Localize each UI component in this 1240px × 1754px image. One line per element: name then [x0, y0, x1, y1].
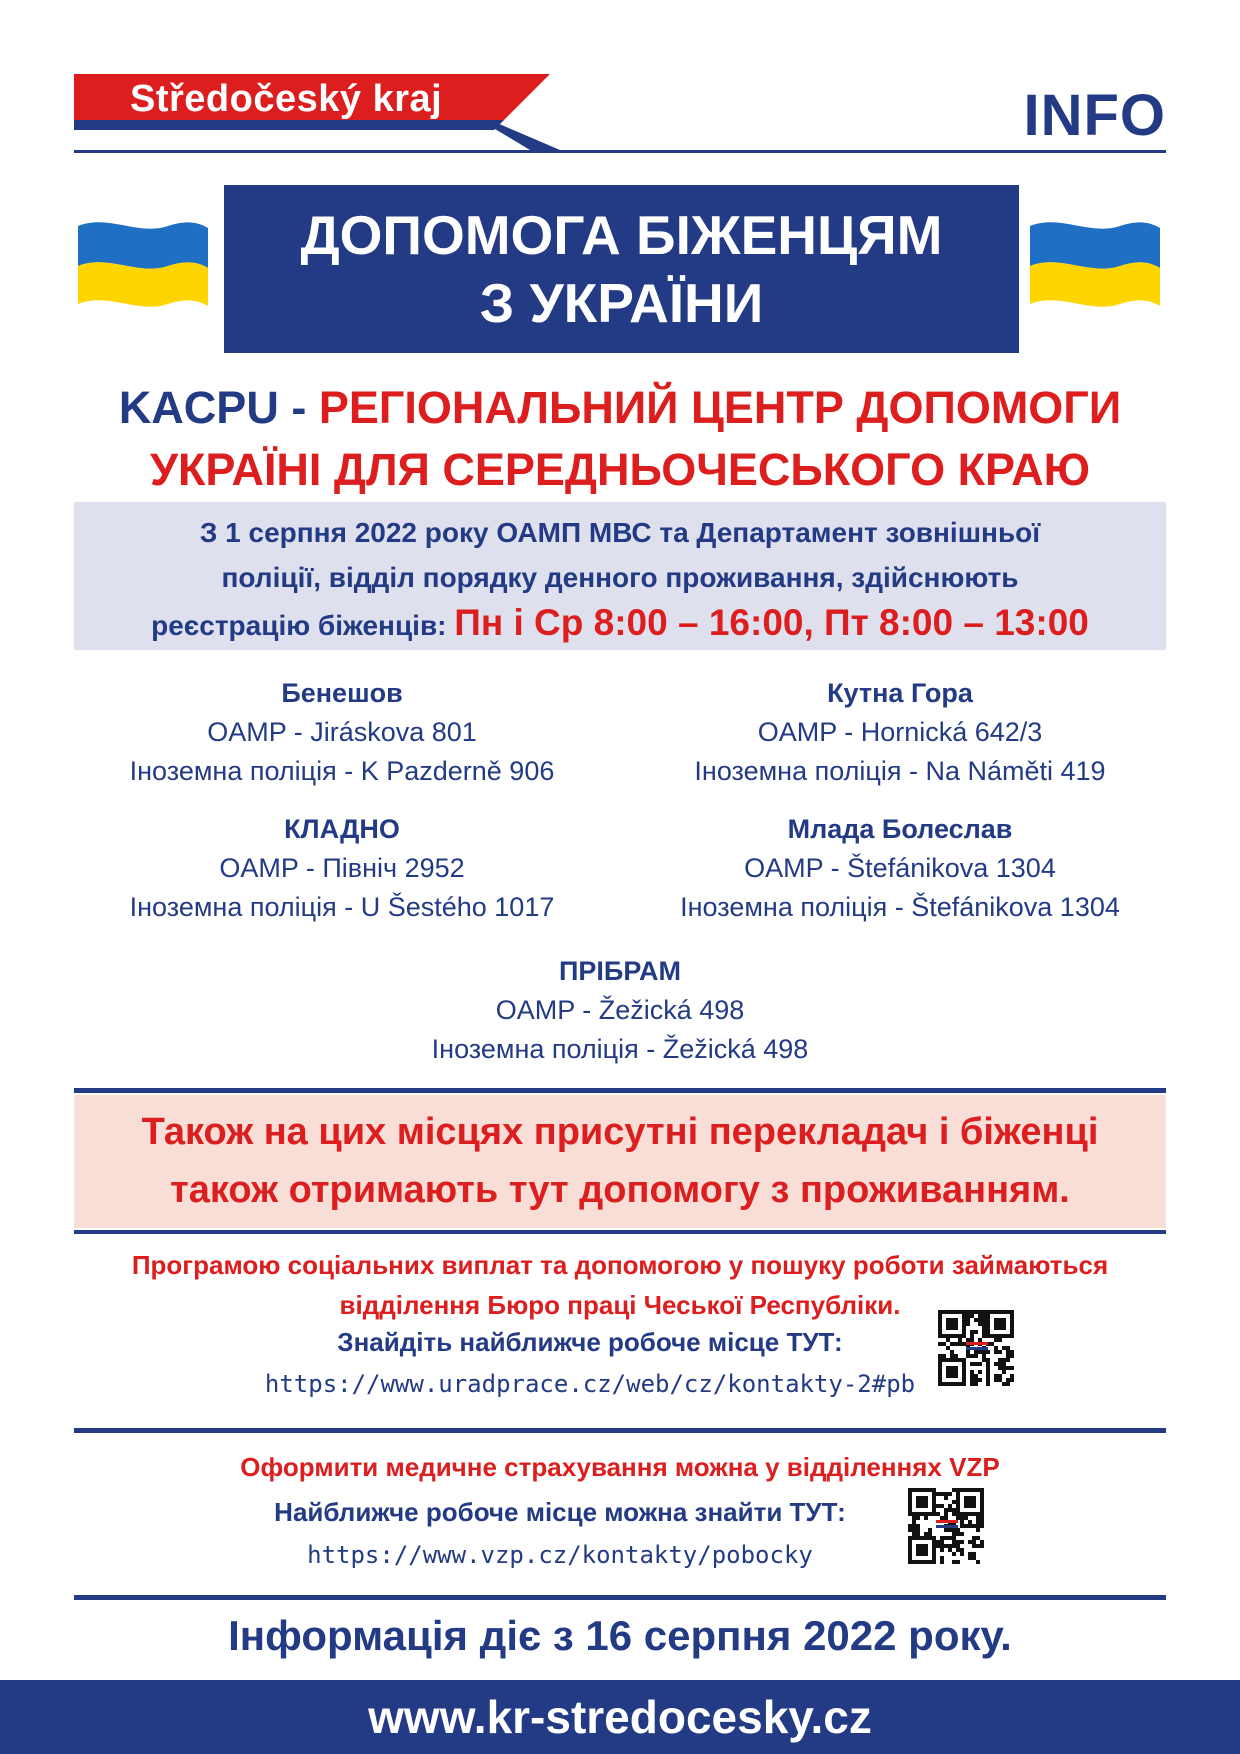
office-city: Кутна Гора [827, 678, 973, 708]
brand-banner-tail [420, 74, 560, 154]
labour-url-link[interactable]: https://www.uradprace.cz/web/cz/kontakty-2#pb [264, 1370, 916, 1398]
office-oamp-address: OAMP - Jiráskova 801 [207, 717, 477, 747]
office-city: Бенешов [281, 678, 403, 708]
header-rule [74, 150, 1166, 153]
translator-box [74, 1095, 1166, 1228]
office-city: КЛАДНО [284, 814, 400, 844]
hours-line-3-prefix: реєстрацію біженців: [151, 610, 447, 641]
labour-qr-code[interactable] [938, 1310, 1014, 1386]
title-line-1: ДОПОМОГА БІЖЕНЦЯМ [300, 204, 943, 266]
office-kutna-hora [620, 673, 1180, 791]
kacpu-heading [0, 377, 1240, 501]
office-mlada-boleslav [620, 809, 1180, 927]
office-oamp-address: OAMP - Žežická 498 [495, 995, 745, 1025]
office-police-address: Іноземна поліція - Štefánikova 1304 [680, 892, 1120, 922]
labour-line-3: Знайдіть найближче робоче місце ТУТ: [337, 1327, 843, 1357]
divider [74, 1088, 1166, 1093]
office-police-address: Іноземна поліція - Žežická 498 [431, 1034, 809, 1064]
office-oamp-address: OAMP - Hornická 642/3 [757, 717, 1043, 747]
footer-website-link[interactable]: www.kr-stredocesky.cz [368, 1691, 872, 1743]
kacpu-line-2: УКРАЇНІ ДЛЯ СЕРЕДНЬОЧЕСЬКОГО КРАЮ [149, 444, 1091, 495]
kacpu-line-1: РЕГІОНАЛЬНИЙ ЦЕНТР ДОПОМОГИ [318, 382, 1122, 433]
footer-bar [0, 1680, 1240, 1754]
ukraine-flag-right [1030, 218, 1160, 314]
office-benesov [62, 673, 622, 791]
labour-line-2: відділення Бюро праці Чеської Республіки. [339, 1290, 901, 1320]
labour-line-1: Програмою соціальних виплат та допомогою у пошуку роботи займаються [131, 1250, 1109, 1280]
brand-name: Středočeský kraj [130, 78, 443, 120]
office-city: ПРІБРАМ [559, 956, 681, 986]
hours-line-2: поліції, відділ порядку денного проживання, здійснюють [221, 562, 1019, 593]
office-police-address: Іноземна поліція - Na Náměti 419 [694, 756, 1106, 786]
divider [74, 1428, 1166, 1433]
office-oamp-address: OAMP - Північ 2952 [219, 853, 465, 883]
office-oamp-address: OAMP - Štefánikova 1304 [744, 853, 1056, 883]
office-kladno [62, 809, 622, 927]
divider [74, 1595, 1166, 1600]
kacpu-acronym: KACPU - [118, 382, 307, 433]
office-police-address: Іноземна поліція - K Pazderně 906 [129, 756, 555, 786]
translator-line-2: також отримають тут допомогу з проживанням. [170, 1169, 1070, 1211]
vzp-line-2: Найближче робоче місце можна знайти ТУТ: [274, 1497, 846, 1527]
hours-box [74, 502, 1166, 650]
title-line-2: З УКРАЇНИ [479, 272, 764, 334]
title-box [224, 185, 1019, 353]
office-pribram [340, 951, 900, 1069]
office-hours: Пн і Ср 8:00 – 16:00, Пт 8:00 – 13:00 [454, 602, 1089, 643]
translator-line-1: Також на цих місцях присутні перекладач і біженці [141, 1111, 1099, 1153]
vzp-url-link[interactable]: https://www.vzp.cz/kontakty/pobocky [307, 1541, 813, 1569]
hours-line-1: З 1 серпня 2022 року ОАМП МВС та Департамент зовнішньої [199, 517, 1041, 548]
info-label: INFO [1023, 83, 1166, 148]
office-city: Млада Болеслав [787, 814, 1013, 844]
validity-note: Інформація діє з 16 серпня 2022 року. [228, 1612, 1012, 1659]
office-police-address: Іноземна поліція - U Šestého 1017 [129, 892, 555, 922]
ukraine-flag-left [78, 218, 208, 314]
divider [74, 1230, 1166, 1234]
vzp-qr-code[interactable] [908, 1488, 984, 1564]
vzp-line-1: Оформити медичне страхування можна у відділеннях VZP [240, 1452, 1000, 1482]
